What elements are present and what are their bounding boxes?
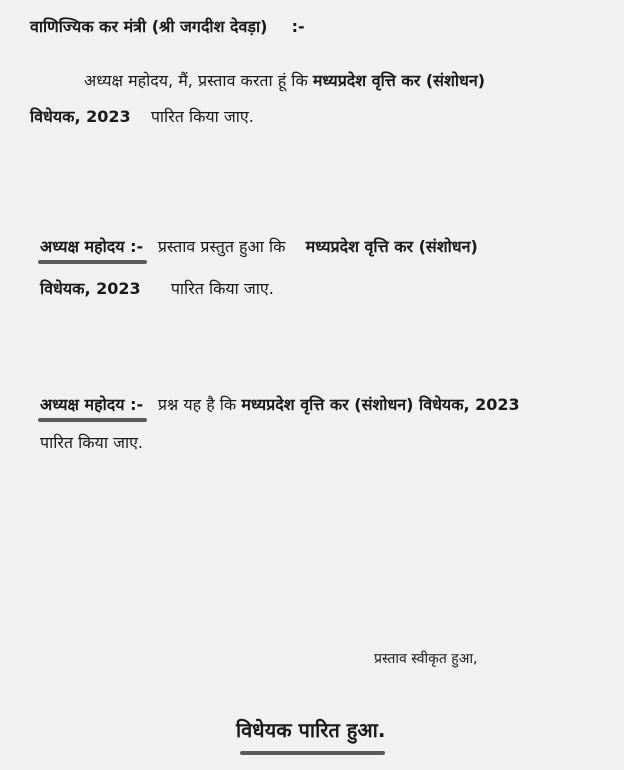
minister-name: वाणिज्यिक कर मंत्री (श्री जगदीश देवड़ा): [30, 17, 268, 36]
para1-line1-bold: मध्यप्रदेश वृत्ति कर (संशोधन): [312, 71, 486, 90]
para2-line1-text: प्रस्ताव प्रस्तुत हुआ कि: [157, 237, 286, 256]
para1-line1-text: अध्यक्ष महोदय, मैं, प्रस्ताव करता हूं कि: [84, 71, 308, 90]
para2-line2-text: पारित किया जाए.: [170, 279, 274, 298]
para3-line1-bold: मध्यप्रदेश वृत्ति कर (संशोधन) विधेयक, 2023: [241, 395, 520, 414]
speaker-label: [40, 237, 149, 256]
para3-line2-text: पारित किया जाए.: [40, 433, 144, 452]
para3-line2: [40, 432, 143, 454]
para3-line1: [40, 394, 520, 416]
para2-line2-bold: विधेयक, 2023: [40, 279, 141, 298]
para2-line1-bold: मध्यप्रदेश वृत्ति कर (संशोधन): [305, 237, 478, 256]
speaker-underline: [38, 418, 147, 422]
speaker-label: [40, 395, 149, 414]
para2-line1: [40, 236, 478, 258]
minister-heading: [30, 16, 305, 38]
bill-passed-heading: [236, 716, 385, 743]
bill-passed-text: विधेयक पारित हुआ.: [236, 718, 386, 742]
speaker-underline: [38, 260, 147, 264]
para1-line1: [84, 70, 485, 92]
para1-line2-text: पारित किया जाए.: [150, 107, 254, 126]
para3-line1-text: प्रश्न यह है कि: [157, 395, 237, 414]
minister-separator: :-: [291, 17, 305, 36]
motion-accepted: प्रस्ताव स्वीकृत हुआ,: [374, 651, 478, 667]
para1-line2-bold: विधेयक, 2023: [30, 107, 131, 126]
para1-line2: [30, 106, 254, 128]
para2-line2: [40, 278, 274, 300]
bill-passed-underline: [240, 751, 385, 755]
speaker-label-text: अध्यक्ष महोदय :-: [40, 237, 144, 256]
speaker-label-text: अध्यक्ष महोदय :-: [40, 395, 144, 414]
